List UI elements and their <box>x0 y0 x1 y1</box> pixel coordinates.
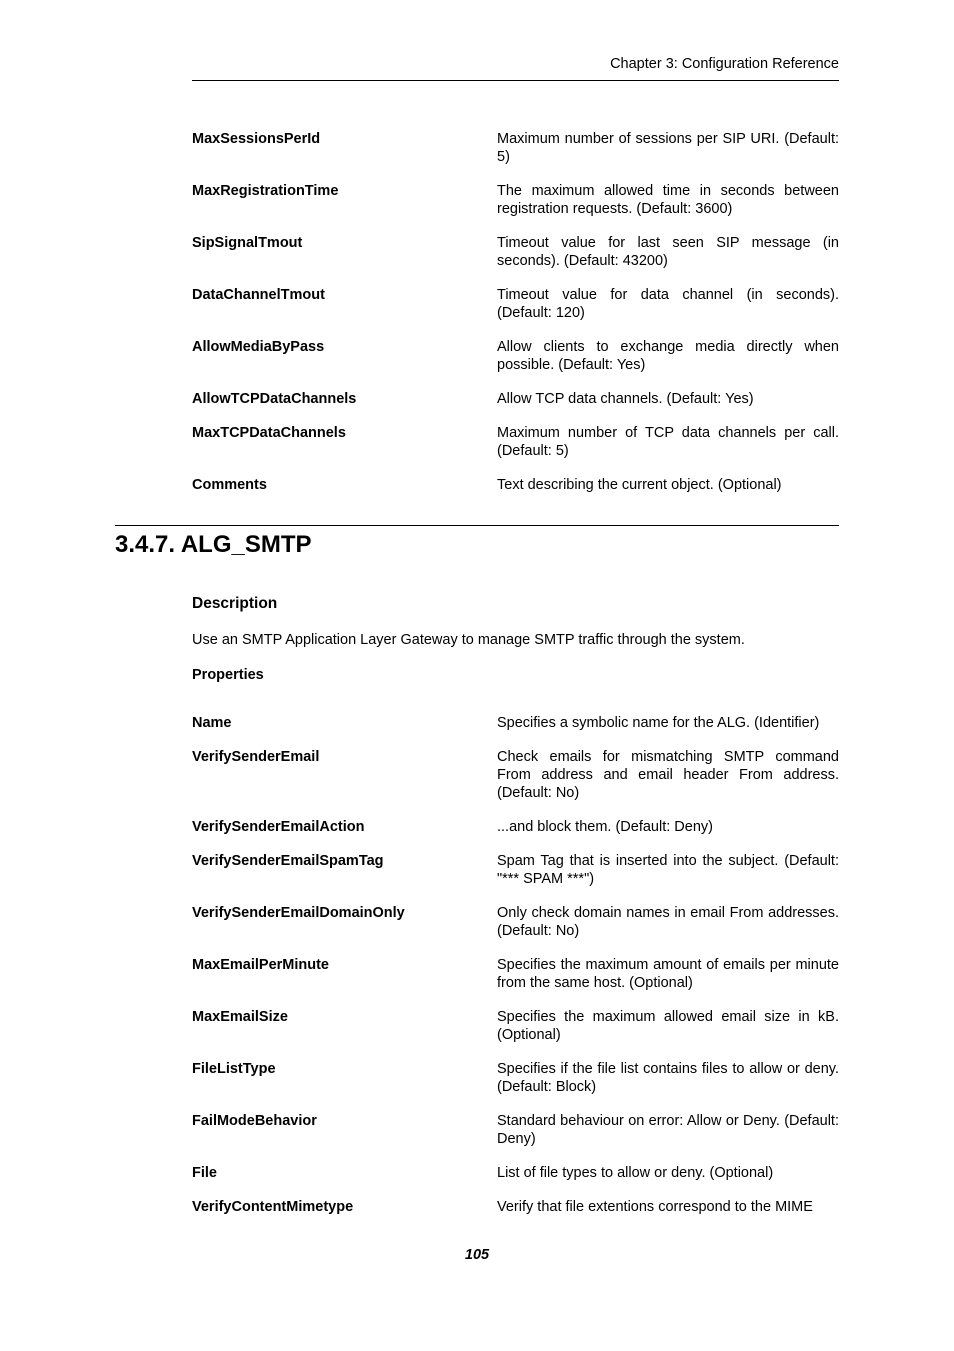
property-name: Name <box>192 715 232 731</box>
section-title: 3.4.7. ALG_SMTP <box>115 531 312 558</box>
property-row <box>192 1008 839 1044</box>
property-name: VerifySenderEmailSpamTag <box>192 853 384 869</box>
property-description: Standard behaviour on error: Allow or Deny. (Default: Deny) <box>497 1113 839 1147</box>
property-row <box>192 852 839 888</box>
property-name: AllowMediaByPass <box>192 339 325 355</box>
property-row <box>192 748 839 802</box>
page-number: 105 <box>464 1247 490 1263</box>
property-description: Text describing the current object. (Optional) <box>497 477 782 493</box>
property-description: Verify that file extentions correspond to the MIME <box>497 1199 813 1215</box>
property-name: VerifySenderEmailDomainOnly <box>192 905 405 921</box>
chapter-title: Chapter 3: Configuration Reference <box>610 56 839 72</box>
property-name: FailModeBehavior <box>192 1113 317 1129</box>
property-description: Allow TCP data channels. (Default: Yes) <box>497 391 754 407</box>
property-name: FileListType <box>192 1061 276 1077</box>
property-description: Timeout value for data channel (in seconds). (Default: 120) <box>497 287 839 321</box>
property-row <box>192 1164 839 1182</box>
property-description: Specifies if the file list contains files to allow or deny. (Default: Block) <box>497 1061 839 1095</box>
sip-properties-table <box>192 130 839 510</box>
property-name: DataChannelTmout <box>192 287 325 303</box>
property-name: MaxRegistrationTime <box>192 183 339 199</box>
properties-heading: Properties <box>192 667 264 683</box>
property-description: Specifies the maximum allowed email size in kB. (Optional) <box>497 1009 839 1043</box>
property-name: AllowTCPDataChannels <box>192 391 357 407</box>
property-row <box>192 130 839 166</box>
property-row <box>192 424 839 460</box>
property-description: Only check domain names in email From addresses. (Default: No) <box>497 905 839 939</box>
property-row <box>192 476 839 494</box>
property-row <box>192 1060 839 1096</box>
property-description: Spam Tag that is inserted into the subject. (Default: "*** SPAM ***") <box>497 853 839 887</box>
property-name: VerifySenderEmailAction <box>192 819 365 835</box>
property-name: SipSignalTmout <box>192 235 303 251</box>
property-row <box>192 956 839 992</box>
property-row <box>192 338 839 374</box>
property-row <box>192 714 839 732</box>
property-row <box>192 1198 839 1216</box>
property-name: VerifyContentMimetype <box>192 1199 354 1215</box>
property-description: Timeout value for last seen SIP message (in seconds). (Default: 43200) <box>497 235 839 269</box>
property-description: Maximum number of sessions per SIP URI. (Default: 5) <box>497 131 839 165</box>
property-description: Check emails for mismatching SMTP command From address and email header From address. (Default: No) <box>497 749 839 801</box>
property-name: MaxSessionsPerId <box>192 131 321 147</box>
property-row <box>192 1112 839 1148</box>
property-name: Comments <box>192 477 267 493</box>
property-name: File <box>192 1165 217 1181</box>
property-row <box>192 818 839 836</box>
property-row <box>192 234 839 270</box>
property-name: MaxEmailPerMinute <box>192 957 329 973</box>
property-name: MaxTCPDataChannels <box>192 425 346 441</box>
smtp-properties-table <box>192 714 839 1232</box>
property-description: The maximum allowed time in seconds between registration requests. (Default: 3600) <box>497 183 839 217</box>
section-divider <box>115 525 839 526</box>
property-row <box>192 390 839 408</box>
property-row <box>192 182 839 218</box>
property-description: Allow clients to exchange media directly when possible. (Default: Yes) <box>497 339 839 373</box>
header-divider <box>192 80 839 81</box>
property-description: Specifies the maximum amount of emails per minute from the same host. (Optional) <box>497 957 839 991</box>
property-row <box>192 904 839 940</box>
property-description: Maximum number of TCP data channels per call. (Default: 5) <box>497 425 839 459</box>
property-row <box>192 286 839 322</box>
property-description: ...and block them. (Default: Deny) <box>497 819 713 835</box>
property-name: VerifySenderEmail <box>192 749 320 765</box>
property-description: Specifies a symbolic name for the ALG. (Identifier) <box>497 715 820 731</box>
description-heading: Description <box>192 595 278 612</box>
property-name: MaxEmailSize <box>192 1009 288 1025</box>
property-description: List of file types to allow or deny. (Optional) <box>497 1165 774 1181</box>
description-text: Use an SMTP Application Layer Gateway to manage SMTP traffic through the system. <box>192 632 745 648</box>
